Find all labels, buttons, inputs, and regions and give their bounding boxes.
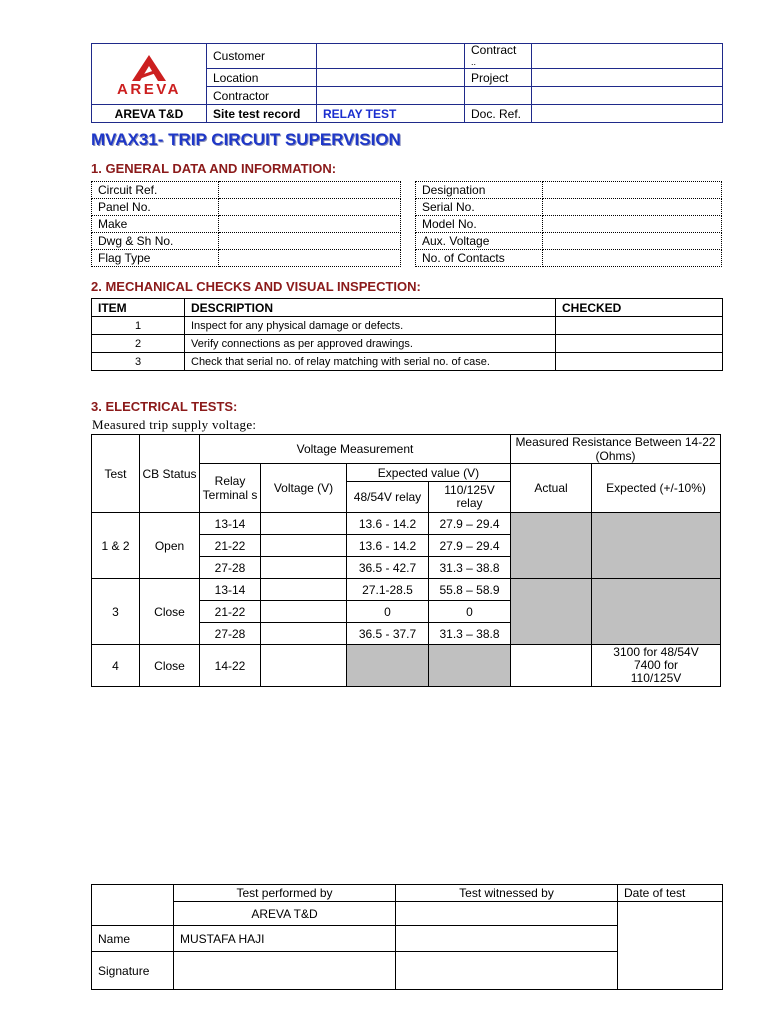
info-value[interactable] — [219, 182, 401, 199]
date-of-test-label: Date of test — [618, 885, 723, 902]
table-row — [92, 335, 723, 353]
project-value[interactable] — [532, 69, 723, 87]
voltage-value[interactable] — [261, 513, 347, 535]
expected-110: 0 — [429, 601, 511, 623]
resistance-expected-na — [592, 513, 721, 579]
expected-48: 13.6 - 14.2 — [347, 535, 429, 557]
info-value[interactable] — [219, 199, 401, 216]
date-of-test-value[interactable] — [618, 902, 723, 990]
hdr-expected-value: Expected value (V) — [347, 464, 511, 482]
section-2-heading: 2. MECHANICAL CHECKS AND VISUAL INSPECTION: — [91, 279, 421, 294]
cb-status: Close — [140, 645, 200, 687]
item-description: Check that serial no. of relay matching with serial no. of case. — [185, 353, 556, 371]
info-row — [92, 233, 401, 250]
expected-48: 0 — [347, 601, 429, 623]
contract-label: Contract .. — [465, 44, 532, 69]
voltage-value[interactable] — [261, 645, 347, 687]
item-description: Inspect for any physical damage or defects. — [185, 317, 556, 335]
expected-48-na — [347, 645, 429, 687]
location-value[interactable] — [317, 69, 465, 87]
hdr-cb-status: CB Status — [140, 435, 200, 513]
item-checked[interactable] — [556, 335, 723, 353]
table-row — [92, 353, 723, 371]
performer-signature[interactable] — [174, 952, 396, 990]
info-label: Dwg & Sh No. — [92, 233, 219, 250]
voltage-value[interactable] — [261, 557, 347, 579]
section-3-heading: 3. ELECTRICAL TESTS: — [91, 399, 238, 414]
performer-company: AREVA T&D — [174, 902, 396, 926]
resistance-expected — [592, 645, 721, 687]
signature-label: Signature — [92, 952, 174, 990]
company-logo — [92, 44, 207, 105]
record-type: Site test record — [207, 105, 317, 123]
contractor-label: Contractor — [207, 87, 317, 105]
location-label: Location — [207, 69, 317, 87]
hdr-resistance: Measured Resistance Between 14-22 (Ohms) — [511, 435, 721, 464]
section-1-heading: 1. GENERAL DATA AND INFORMATION: — [91, 161, 337, 176]
hdr-actual: Actual — [511, 464, 592, 513]
resistance-actual-na — [511, 513, 592, 579]
info-row — [416, 199, 722, 216]
resistance-expected-na — [592, 579, 721, 645]
info-row — [92, 199, 401, 216]
relay-terminal: 21-22 — [200, 535, 261, 557]
info-value[interactable] — [543, 182, 722, 199]
info-label: No. of Contacts — [416, 250, 543, 267]
info-row — [416, 250, 722, 267]
item-number: 3 — [92, 353, 185, 371]
expected-110: 27.9 – 29.4 — [429, 513, 511, 535]
hdr-test: Test — [92, 435, 140, 513]
mechanical-checks-table — [91, 298, 723, 371]
info-label: Make — [92, 216, 219, 233]
test-type: RELAY TEST — [317, 105, 465, 123]
info-label: Panel No. — [92, 199, 219, 216]
info-row — [416, 182, 722, 199]
name-label: Name — [92, 926, 174, 952]
expected-line: 3100 for 48/54V — [613, 645, 699, 659]
voltage-value[interactable] — [261, 535, 347, 557]
item-number: 1 — [92, 317, 185, 335]
info-row — [92, 216, 401, 233]
table-row — [92, 579, 721, 601]
info-row — [92, 182, 401, 199]
doc-ref-value[interactable] — [532, 105, 723, 123]
relay-terminal: 14-22 — [200, 645, 261, 687]
witness-signature[interactable] — [396, 952, 618, 990]
general-info-left — [91, 181, 401, 267]
expected-110: 55.8 – 58.9 — [429, 579, 511, 601]
signoff-table — [91, 884, 723, 990]
expected-110: 31.3 – 38.8 — [429, 623, 511, 645]
test-number: 4 — [92, 645, 140, 687]
cb-status: Close — [140, 579, 200, 645]
voltage-value[interactable] — [261, 623, 347, 645]
contractor-value[interactable] — [317, 87, 465, 105]
info-value[interactable] — [219, 233, 401, 250]
info-value[interactable] — [543, 233, 722, 250]
col-item: ITEM — [92, 299, 185, 317]
page-title: MVAX31- TRIP CIRCUIT SUPERVISION — [91, 130, 401, 149]
hdr-relay-terminals: Relay Terminal s — [200, 464, 261, 513]
expected-48: 36.5 - 42.7 — [347, 557, 429, 579]
doc-ref-label: Doc. Ref. — [465, 105, 532, 123]
expected-110: 27.9 – 29.4 — [429, 535, 511, 557]
voltage-value[interactable] — [261, 579, 347, 601]
hdr-voltage-measurement: Voltage Measurement — [200, 435, 511, 464]
expected-110-na — [429, 645, 511, 687]
company-name: AREVA T&D — [92, 105, 207, 123]
expected-line: 110/125V — [630, 671, 682, 685]
info-value[interactable] — [219, 250, 401, 267]
relay-terminal: 27-28 — [200, 557, 261, 579]
relay-terminal: 13-14 — [200, 513, 261, 535]
info-row — [92, 250, 401, 267]
header-table — [91, 43, 723, 123]
relay-terminal: 27-28 — [200, 623, 261, 645]
info-label: Designation — [416, 182, 543, 199]
col-checked: CHECKED — [556, 299, 723, 317]
info-label: Aux. Voltage — [416, 233, 543, 250]
hdr-voltage: Voltage (V) — [261, 464, 347, 513]
areva-logo-icon — [132, 55, 166, 81]
table-row — [92, 513, 721, 535]
header-spacer — [532, 87, 723, 105]
info-label: Flag Type — [92, 250, 219, 267]
relay-terminal: 21-22 — [200, 601, 261, 623]
hdr-exp-48: 48/54V relay — [347, 482, 429, 513]
header-spacer — [465, 87, 532, 105]
resistance-actual-na — [511, 579, 592, 645]
expected-48: 13.6 - 14.2 — [347, 513, 429, 535]
general-info-right — [415, 181, 722, 267]
expected-48: 36.5 - 37.7 — [347, 623, 429, 645]
witnessed-by-label: Test witnessed by — [396, 885, 618, 902]
resistance-actual[interactable] — [511, 645, 592, 687]
test-number: 3 — [92, 579, 140, 645]
item-checked[interactable] — [556, 353, 723, 371]
table-row — [92, 317, 723, 335]
item-description: Verify connections as per approved drawings. — [185, 335, 556, 353]
item-number: 2 — [92, 335, 185, 353]
hdr-expected: Expected (+/-10%) — [592, 464, 721, 513]
hdr-exp-110: 110/125V relay — [429, 482, 511, 513]
witness-company[interactable] — [396, 902, 618, 926]
info-row — [416, 233, 722, 250]
expected-110: 31.3 – 38.8 — [429, 557, 511, 579]
info-value[interactable] — [543, 216, 722, 233]
section-3-subheading: Measured trip supply voltage: — [92, 417, 257, 432]
col-description: DESCRIPTION — [185, 299, 556, 317]
performer-name[interactable]: MUSTAFA HAJI — [174, 926, 396, 952]
info-row — [416, 216, 722, 233]
contract-value[interactable] — [532, 44, 723, 69]
signoff-corner — [92, 885, 174, 926]
relay-terminal: 13-14 — [200, 579, 261, 601]
customer-label: Customer — [207, 44, 317, 69]
project-label: Project — [465, 69, 532, 87]
electrical-tests-table — [91, 434, 721, 687]
info-label: Serial No. — [416, 199, 543, 216]
info-value[interactable] — [543, 250, 722, 267]
expected-line: 7400 for — [633, 658, 679, 672]
item-checked[interactable] — [556, 317, 723, 335]
info-label: Model No. — [416, 216, 543, 233]
expected-48: 27.1-28.5 — [347, 579, 429, 601]
witness-name[interactable] — [396, 926, 618, 952]
voltage-value[interactable] — [261, 601, 347, 623]
cb-status: Open — [140, 513, 200, 579]
customer-value[interactable] — [317, 44, 465, 69]
performed-by-label: Test performed by — [174, 885, 396, 902]
logo-wordmark: AREVA — [117, 80, 181, 98]
info-value[interactable] — [219, 216, 401, 233]
test-number: 1 & 2 — [92, 513, 140, 579]
info-label: Circuit Ref. — [92, 182, 219, 199]
info-value[interactable] — [543, 199, 722, 216]
table-row — [92, 645, 721, 687]
